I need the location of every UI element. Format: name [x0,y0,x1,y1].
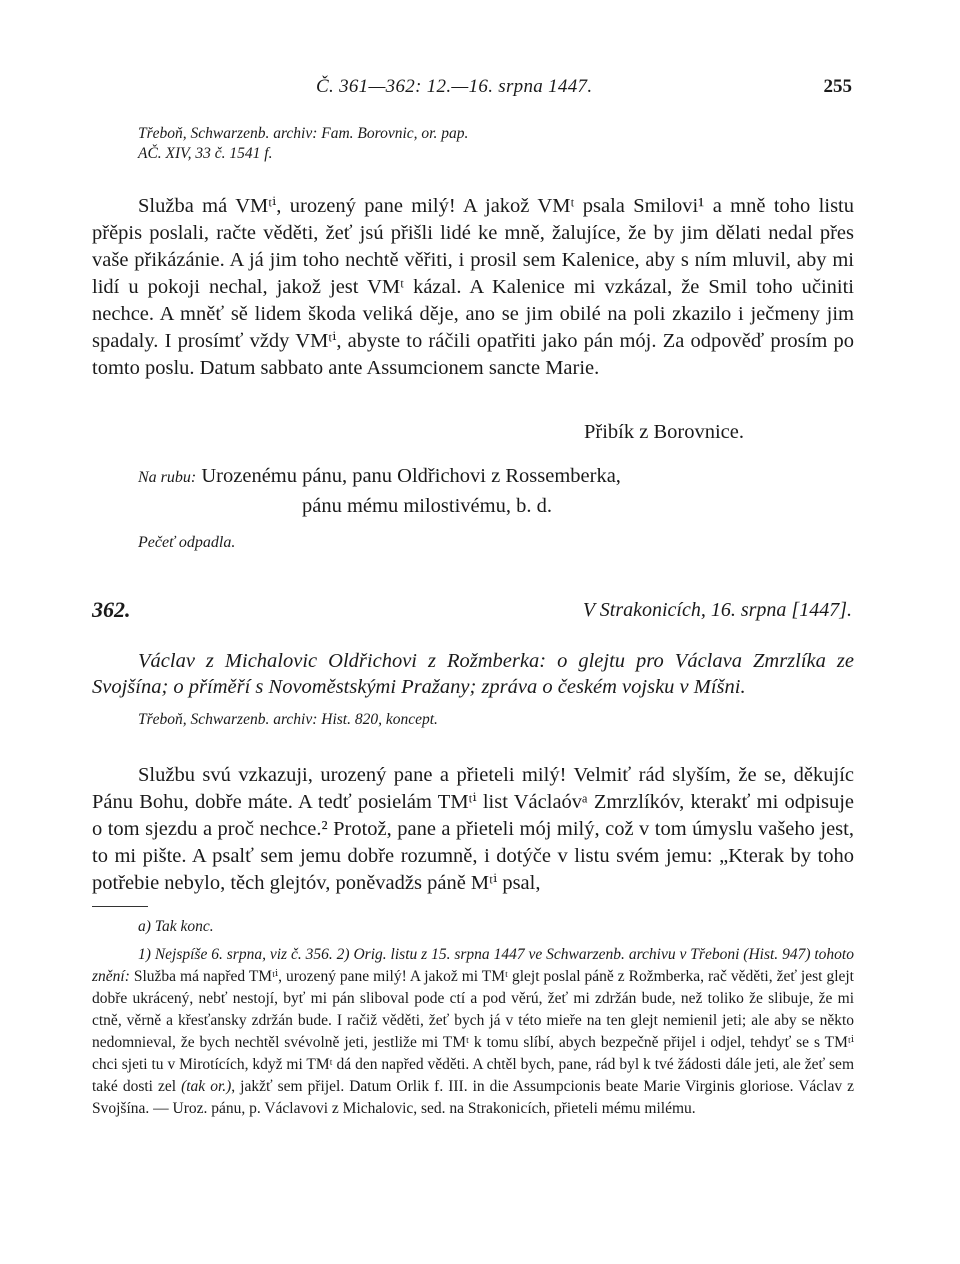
letter-paragraph: Služba má VMᵗⁱ, urozený pane milý! A jakož VMᵗ psala Smilovi¹ a mně toho listu přěpis poslali, račte věděti, žeť jsú přišli lidé ke mně, žalujíce, že by jim dělati nedal přes vaše přikázánie. A já jim toho nechtě věřiti, i prosil sem Kalenice, aby s ním mluvil, aby mi lidí u pokoji nechal, jakož jest VMᵗ kázal. A Kalenice mi vzkázal, že Smil toho učiniti nechce. A mněť sě lidem škoda veliká děje, ano se jim obilé na poli zkazilo i ječmeny jim spadaly. I prosímť vždy VMᵗⁱ, abyste to ráčili opatřiti jako pán mój. Za odpověď prosím po tomto poslu. Datum sabbato ante Assumcionem sancte Marie. [92,195,854,379]
running-title: Č. 361—362: 12.—16. srpna 1447. [316,76,593,97]
footnote-a [92,916,854,938]
footnote-quote-end: , jakžť sem přijel. Datum Orlik f. III. in die Assumpcionis beate Marie Virginis gloriose. Václav z Svojšína. — Uroz. pánu, p. Václavovi z Michalovic, sed. na Strakonicích, přieteli mému milému. [92,1078,854,1117]
source-note-362: Třeboň, Schwarzenb. archiv: Hist. 820, koncept. [138,711,438,728]
dorsal-label: Na rubu: [138,469,197,486]
dorsal-address [138,462,621,520]
footnote-text [92,944,854,1120]
footnote-quote: Služba má napřed TMᵗⁱ, urozený pane milý! A jakož mi TMᵗ glejt poslal páně z Rožmberka, rač věděti, žeť jest glejt dobře ukrácený, nebť nestojí, byť mi pán sliboval pode ctí a pod věrú, žeť mi zdržán bude, než toliko že slibuje, že mi ctně, věrně a křesťansky zdržán bude. I račiž věděti, žeť bych já v této mieře na ten glejt nemienil jeti; ale aby se někto nedomnieval, že bych nechtěl svévolně jeti, jestliže mi TMᵗ k tomu slíbí, abych bezpečně přijel i odjel, tehdyť se s TMᵗⁱ chci sjeti tu v Mirotících, když mi TMᵗ dá den napřed věděti. A chtěl bych, pane, rád byl k tvé žádosti dále jeti, ale žeť sem také dosti zel [92,968,854,1095]
footnotes-numbered [92,944,854,1120]
dorsal-line-1 [138,462,621,492]
dorsal-address-text: Urozenému pánu, panu Oldřichovi z Rossemberka, [201,465,621,487]
page-number: 255 [823,76,852,97]
seal-note: Pečeť odpadla. [138,534,236,551]
letter-text-361 [92,193,854,382]
source-line-1: Třeboň, Schwarzenb. archiv: Fam. Borovnic, or. pap. [138,125,469,142]
footnote-refs: 1) Nejspíše 6. srpna, viz č. 356. 2) Orig. listu z 15. srpna 1447 ve Schwarzenb. archivu v Třeboni (Hist. 947) tohoto znění: [92,946,854,985]
running-head [0,76,960,100]
regest [92,648,854,700]
regest-text: Václav z Michalovic Oldřichovi z Rožmberka: o glejtu pro Václava Zmrzlíka ze Svojšína; o příměří s Novoměstskými Pražany; zpráva o českém vojsku v Míšni. [92,650,854,698]
footnote-divider [92,906,148,907]
document-number: 362. [92,597,131,622]
document-place-date: V Strakonicích, 16. srpna [1447]. [582,599,852,621]
letter-text-362 [92,762,854,897]
footnote-tak-or: (tak or.) [176,1078,232,1095]
footnote-a-text: a) Tak konc. [138,918,214,935]
dorsal-line-2: pánu mému milostivému, b. d. [302,495,552,517]
source-note-361 [138,124,468,164]
letter-paragraph: Službu svú vzkazuji, urozený pane a přieteli milý! Velmiť rád slyším, že se, děkujíc Pánu Bohu, dobře máte. A tedť posielám TMᵗⁱ list Václaóvᵃ Zmrzlíkóv, kterakť mi odpisuje o tom sjezdu a proč nechce.² Protož, pane a přieteli mój milý, což v tom úmyslu vašeho jest, to mi pište. A psalť sem jemu dobře rozumně, i dotýče v listu svém jemu: „Kterak by toho potřebie nebylo, těch glejtóv, poněvadžs páně Mᵗⁱ psal, [92,764,854,894]
source-line-2: AČ. XIV, 33 č. 1541 f. [138,145,273,162]
signature: Přibík z Borovnice. [584,421,744,443]
